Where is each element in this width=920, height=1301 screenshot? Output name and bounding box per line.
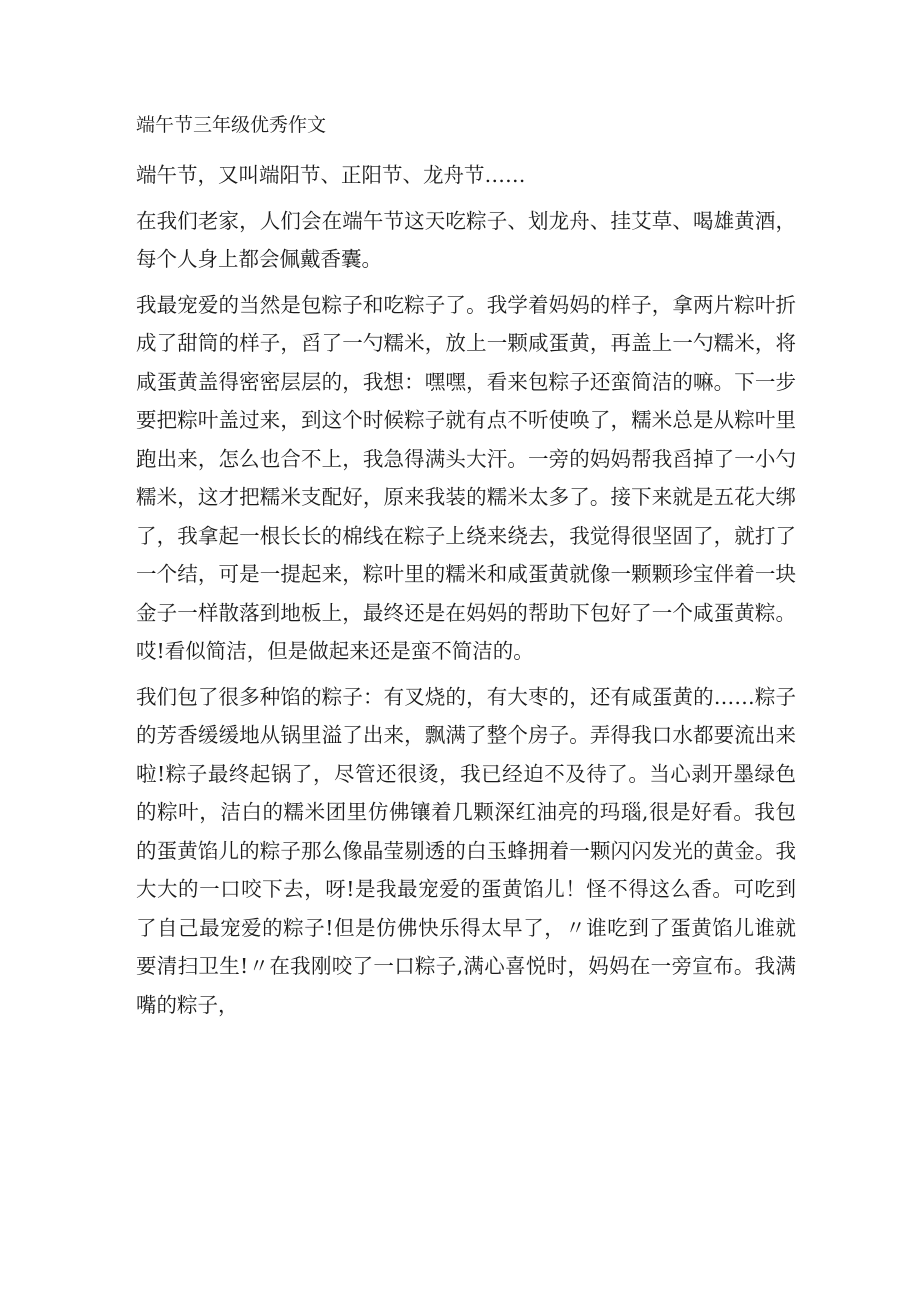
paragraph-customs: 在我们老家，人们会在端午节这天吃粽子、划龙舟、挂艾草、喝雄黄酒，每个人身上都会佩戴香囊。 [136, 208, 796, 271]
paragraph-intro: 端午节，又叫端阳节、正阳节、龙舟节…… [136, 163, 526, 187]
paragraph-eating-zongzi: 我们包了很多种馅的粽子：有叉烧的，有大枣的，还有咸蛋黄的……粽子的芳香缓缓地从锅里溢了出来，飘满了整个房子。弄得我口水都要流出来啦!粽子最终起锅了，尽管还很烫，我已经迫不及待了。当心剥开墨绿色的粽叶，洁白的糯米团里仿佛镶着几颗深红油亮的玛瑙,很是好看。我包的蛋黄馅儿的粽子那么像晶莹剔透的白玉蜂拥着一颗闪闪发光的黄金。我大大的一口咬下去，呀!是我最宠爱的蛋黄馅儿！怪不得这么香。可吃到了自己最宠爱的粽子!但是仿佛快乐得太早了，〃谁吃到了蛋黄馅儿谁就要清扫卫生!〃在我刚咬了一口粽子,满心喜悦时，妈妈在一旁宣布。我满嘴的粽子， [136, 684, 796, 1017]
paragraph-making-zongzi: 我最宠爱的当然是包粽子和吃粽子了。我学着妈妈的样子，拿两片粽叶折成了甜筒的样子，舀了一勺糯米，放上一颗咸蛋黄，再盖上一勺糯米，将咸蛋黄盖得密密层层的，我想：嘿嘿，看来包粽子还蛮简洁的嘛。下一步要把粽叶盖过来，到这个时候粽子就有点不听使唤了，糯米总是从粽叶里跑出来，怎么也合不上，我急得满头大汗。一旁的妈妈帮我舀掉了一小勺糯米，这才把糯米支配好，原来我装的糯米太多了。接下来就是五花大绑了，我拿起一根长长的棉线在粽子上绕来绕去，我觉得很坚固了，就打了一个结，可是一提起来，粽叶里的糯米和咸蛋黄就像一颗颗珍宝伴着一块金子一样散落到地板上，最终还是在妈妈的帮助下包好了一个咸蛋黄粽。哎!看似简洁，但是做起来还是蛮不简洁的。 [136, 292, 796, 663]
document-title: 端午节三年级优秀作文 [136, 114, 327, 136]
document-body [136, 112, 796, 1024]
